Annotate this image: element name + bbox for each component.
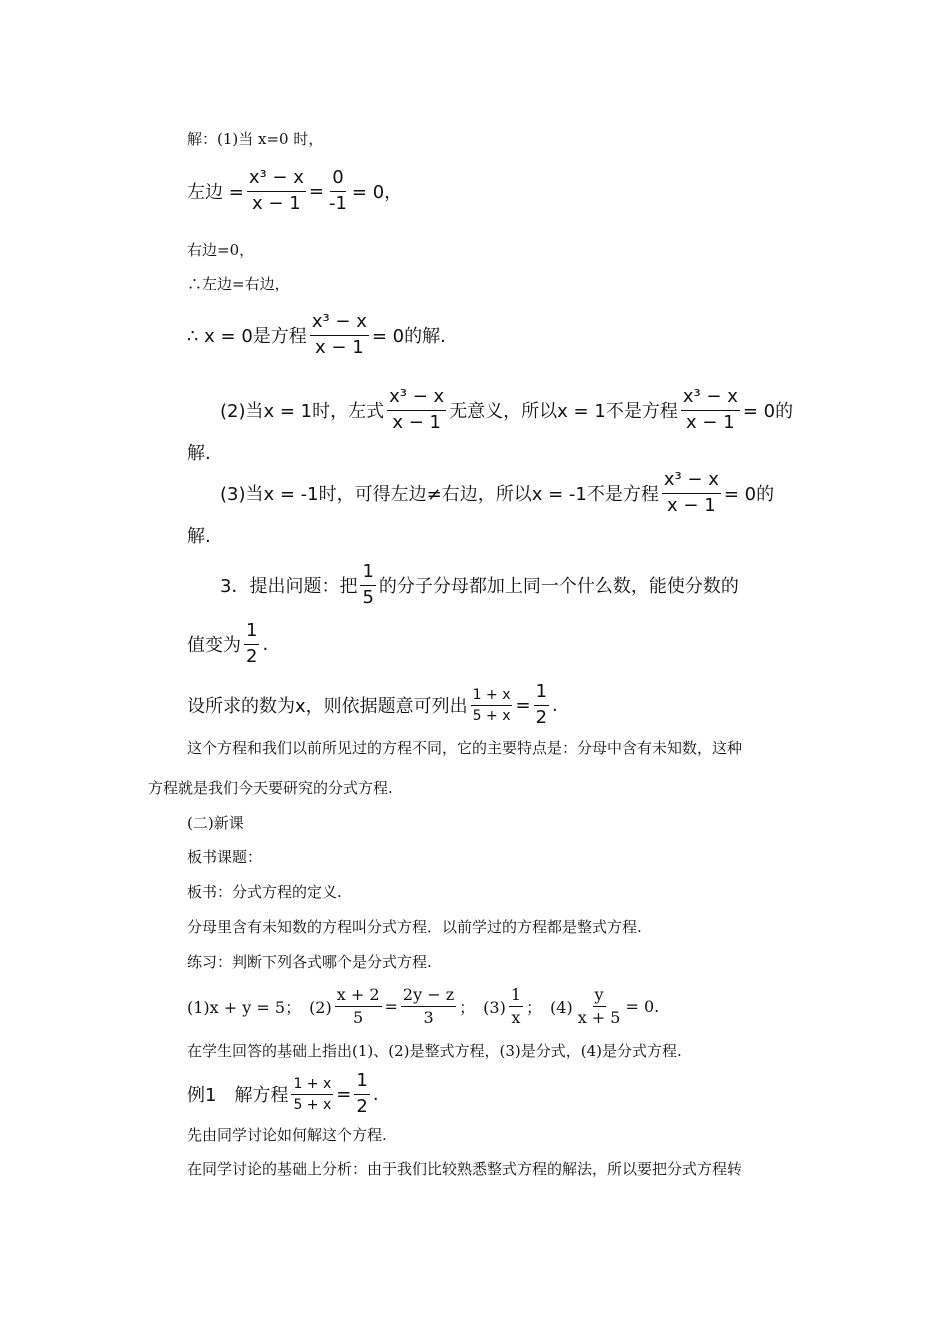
line-7: 解. xyxy=(187,443,211,464)
fraction: $\frac{1}{2}$ xyxy=(356,1070,368,1117)
fraction: $\frac{1}{2}$ xyxy=(246,620,258,667)
fraction: $\frac{\text{x³ − x}}{x - 1}$ xyxy=(389,386,445,433)
line-5: ∴ x = 0是方程 $\frac{\text{x³ − x}}{x - 1}$ = 0的解. xyxy=(187,311,446,358)
line-16: 板书课题： xyxy=(187,848,263,866)
line-21: 在学生回答的基础上指出(1)、(2)是整式方程，(3)是分式，(4)是分式方程. xyxy=(187,1042,682,1060)
line-11: 值变为 $\frac{1}{2}$ . xyxy=(187,620,269,667)
line-19: 练习：判断下列各式哪个是分式方程. xyxy=(187,953,432,971)
line-9: 解. xyxy=(187,526,211,547)
line-1: 解：(1)当 x=0 时， xyxy=(187,130,324,148)
fraction: $\frac{x + 2}{5}$ xyxy=(336,985,380,1028)
line-3: 右边=0， xyxy=(187,241,255,259)
fraction: $\frac{1}{x}$ xyxy=(510,985,522,1028)
line-20: (1)x + y = 5； (2) $\frac{x + 2}{5}$ = $\frac{2y - z}{3}$ ； (3) $\frac{1}{x}$ ； (4) $\frac{y}{x + 5}$ = 0. xyxy=(187,985,660,1028)
fraction: $\frac{\text{x³ − x}}{x - 1}$ xyxy=(682,386,738,433)
line-22: 例1 解方程 $\frac{1 + x}{5 + x}$ = $\frac{1}{2}$ . xyxy=(187,1070,379,1117)
line-24: 在同学讨论的基础上分析：由于我们比较熟悉整式方程的解法，所以要把分式方程转 xyxy=(187,1160,743,1178)
fraction: $\frac{1}{5}$ xyxy=(362,561,374,608)
fraction: $\frac{\text{x³ − x}}{x - 1}$ xyxy=(663,469,719,516)
fraction: $\frac{2y - z}{3}$ xyxy=(402,985,455,1028)
line-2: 左边 = $\frac{\text{x³ − x}}{x - 1}$ = $\frac{0}{-1}$ = 0， xyxy=(187,167,403,214)
line-13: 这个方程和我们以前所见过的方程不同，它的主要特点是：分母中含有未知数，这种 xyxy=(187,739,743,757)
line-10: 3．提出问题：把 $\frac{1}{5}$ 的分子分母都加上同一个什么数，能使分数的 xyxy=(220,561,739,608)
line-8: (3)当x = -1时，可得左边≠右边，所以x = -1不是方程 $\frac{\text{x³ − x}}{x - 1}$ = 0的 xyxy=(220,469,775,516)
line-12: 设所求的数为x，则依据题意可列出 $\frac{1 + x}{5 + x}$ = $\frac{1}{2}$ . xyxy=(187,681,558,728)
line-15: (二)新课 xyxy=(187,814,244,832)
fraction: $\frac{1 + x}{5 + x}$ xyxy=(472,686,511,724)
line-4: ∴左边=右边， xyxy=(187,275,290,293)
fraction: $\frac{\text{x³ − x}}{x - 1}$ xyxy=(248,167,304,214)
line-23: 先由同学讨论如何解这个方程. xyxy=(187,1126,387,1144)
fraction: $\frac{\text{x³ − x}}{x - 1}$ xyxy=(311,311,367,358)
fraction: $\frac{1}{2}$ xyxy=(535,681,548,728)
fraction: $\frac{1 + x}{5 + x}$ xyxy=(293,1075,332,1113)
fraction: $\frac{y}{x + 5}$ xyxy=(577,985,621,1028)
line-14: 方程就是我们今天要研究的分式方程. xyxy=(148,779,393,797)
line-18: 分母里含有未知数的方程叫分式方程．以前学过的方程都是整式方程. xyxy=(187,918,642,936)
line-17: 板书：分式方程的定义. xyxy=(187,883,342,901)
fraction: $\frac{0}{-1}$ xyxy=(328,167,347,214)
line-6: (2)当x = 1时，左式 $\frac{\text{x³ − x}}{x - 1}$ 无意义，所以x = 1不是方程 $\frac{\text{x³ − x}}{x - 1}$ = 0的 xyxy=(220,386,794,433)
